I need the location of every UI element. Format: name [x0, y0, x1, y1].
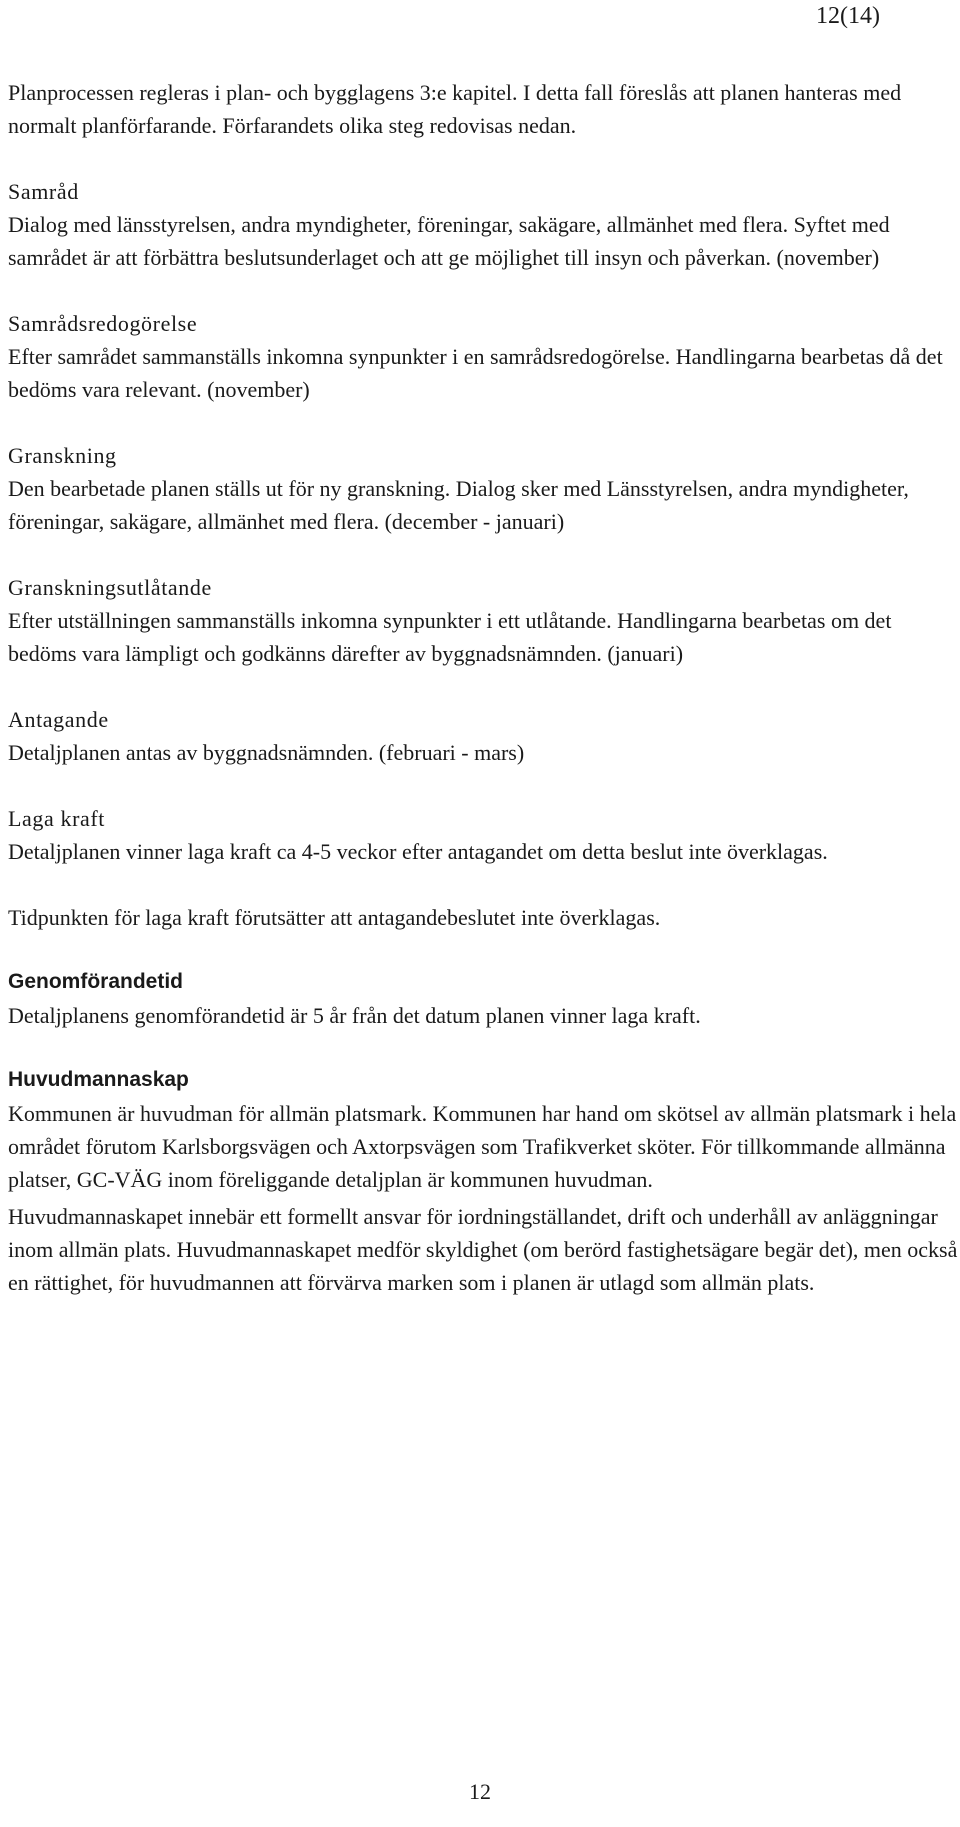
huvudmannaskap-paragraph-2: Huvudmannaskapet innebär ett formellt ansvar för iordningställandet, drift och underhåll av anläggningar inom allmän plats. Huvudmannaskapet medför skyldighet (om berörd fastighetsägare begär det), men också en rättighet, för huvudmannen att förvärva marken som i planen är utlagd som allmän plats. — [8, 1204, 958, 1295]
step-title-antagande: Antagande — [8, 707, 109, 732]
step-title-granskningsutlatande: Granskningsutlåtande — [8, 575, 212, 600]
step-title-granskning: Granskning — [8, 443, 117, 468]
step-text-samrad: Dialog med länsstyrelsen, andra myndigheter, föreningar, sakägare, allmänhet med flera. Syftet med samrådet är att förbättra beslutsunderlaget och att ge möjlighet till insyn och påverkan. (november) — [8, 212, 890, 270]
heading-huvudmannaskap: Huvudmannaskap — [8, 1068, 189, 1091]
step-text-laga-kraft: Detaljplanen vinner laga kraft ca 4-5 veckor efter antagandet om detta beslut inte överklagas. — [8, 839, 828, 864]
intro-paragraph: Planprocessen regleras i plan- och bygglagens 3:e kapitel. I detta fall föreslås att planen hanteras med normalt planförfarande. Förfarandets olika steg redovisas nedan. — [8, 80, 902, 138]
document-body — [8, 76, 958, 1299]
page-number: 12 — [469, 1779, 491, 1804]
step-text-antagande: Detaljplanen antas av byggnadsnämnden. (februari - mars) — [8, 740, 525, 765]
laga-kraft-note: Tidpunkten för laga kraft förutsätter att antagandebeslutet inte överklagas. — [8, 905, 661, 930]
step-text-granskning: Den bearbetade planen ställs ut för ny granskning. Dialog sker med Länsstyrelsen, andra myndigheter, föreningar, sakägare, allmänhet med flera. (december - januari) — [8, 476, 909, 534]
step-title-samrad: Samråd — [8, 179, 79, 204]
genomforandetid-text: Detaljplanens genomförandetid är 5 år från det datum planen vinner laga kraft. — [8, 1003, 701, 1028]
heading-genomforandetid: Genomförandetid — [8, 970, 184, 993]
huvudmannaskap-paragraph-1: Kommunen är huvudman för allmän platsmark. Kommunen har hand om skötsel av allmän platsmark i hela området förutom Karlsborgsvägen och Axtorpsvägen som Trafikverket sköter. För tillkommande allmänna platser, GC-VÄG inom föreliggande detaljplan är kommunen huvudman. — [8, 1101, 957, 1192]
step-title-laga-kraft: Laga kraft — [8, 806, 105, 831]
step-text-samradsredogorelse: Efter samrådet sammanställs inkomna synpunkter i en samrådsredogörelse. Handlingarna bearbetas då det bedöms vara relevant. (november) — [8, 344, 943, 402]
step-title-samradsredogorelse: Samrådsredogörelse — [8, 311, 198, 336]
page-indicator: 12(14) — [816, 3, 880, 29]
step-text-granskningsutlatande: Efter utställningen sammanställs inkomna synpunkter i ett utlåtande. Handlingarna bearbetas om det bedöms vara lämpligt och godkänns därefter av byggnadsnämnden. (januari) — [8, 608, 892, 666]
